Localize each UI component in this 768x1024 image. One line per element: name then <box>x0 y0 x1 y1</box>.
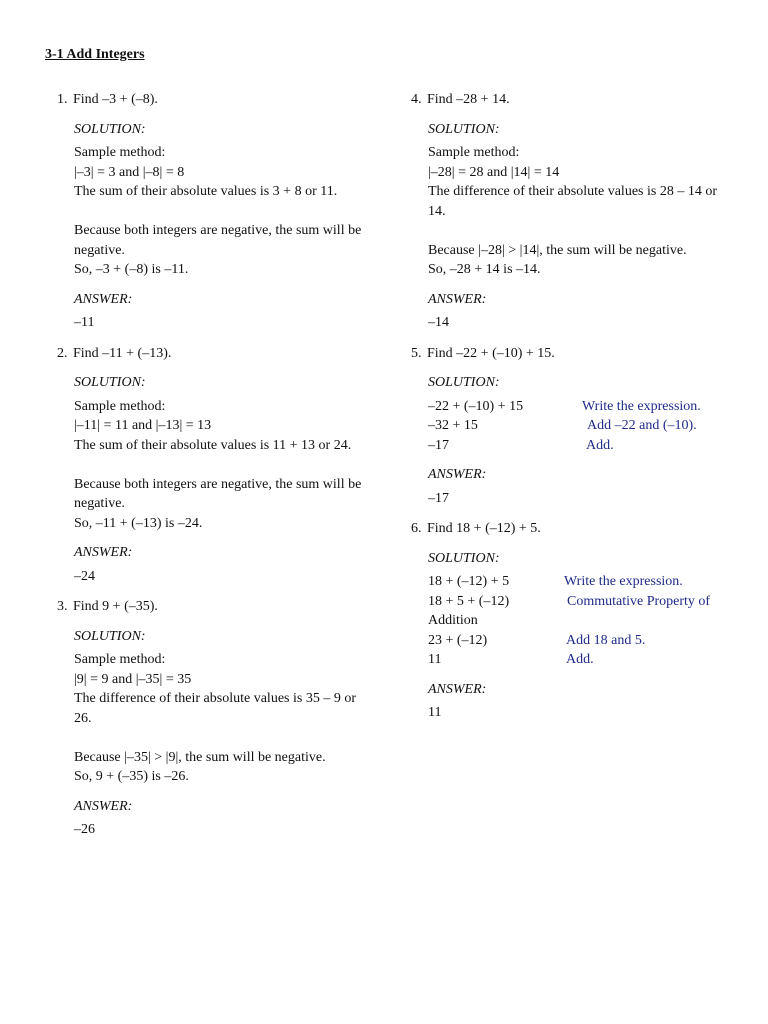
page-title: 3-1 Add Integers <box>45 47 145 62</box>
step-note: Write the expression. <box>564 574 683 589</box>
left-column <box>57 90 367 851</box>
sum-cont: 26. <box>74 710 92 726</box>
step-note: Add 18 and 5. <box>566 632 646 648</box>
solution-step <box>428 631 721 651</box>
problem-3 <box>57 597 367 840</box>
question-text: Find –3 + (–8). <box>73 92 158 107</box>
so-line: So, –28 + 14 is –14. <box>428 262 541 277</box>
question-text: Find –22 + (–10) + 15. <box>427 345 555 361</box>
so-line: So, 9 + (–35) is –26. <box>74 769 189 784</box>
problem-1 <box>57 90 367 333</box>
because-line: Because both integers are negative, the sum will be <box>74 476 362 492</box>
answer-label: ANSWER: <box>428 467 487 482</box>
solution-step <box>428 416 721 436</box>
because-line: Because both integers are negative, the sum will be <box>74 223 362 238</box>
step-note: Add –22 and (–10). <box>587 418 697 433</box>
answer-label: ANSWER: <box>74 798 133 814</box>
answer-label: ANSWER: <box>74 291 133 307</box>
question <box>57 90 367 110</box>
solution-label: SOLUTION: <box>74 628 146 644</box>
step-note: Write the expression. <box>582 398 701 414</box>
sum-line: The sum of their absolute values is 11 + 13 or 24. <box>74 437 352 453</box>
answer-value: –26 <box>74 822 95 837</box>
solution-label: SOLUTION: <box>74 121 146 137</box>
step-expression: Addition <box>428 613 478 628</box>
step-note: Commutative Property of <box>567 593 711 609</box>
solution-label: SOLUTION: <box>428 121 500 137</box>
answer-value: –24 <box>74 568 95 584</box>
sum-line: The difference of their absolute values is 28 – 14 or <box>428 184 717 199</box>
question <box>57 344 367 364</box>
problem-number: 3. <box>57 599 68 614</box>
sum-line: The sum of their absolute values is 3 + 8 or 11. <box>74 184 338 199</box>
answer-label: ANSWER: <box>74 545 133 560</box>
problem-2 <box>57 344 367 587</box>
answer-label: ANSWER: <box>428 681 487 697</box>
because-line: Because |–35| > |9|, the sum will be negative. <box>74 749 326 765</box>
question <box>411 519 721 539</box>
method-line: Sample method: <box>74 652 166 667</box>
question-text: Find –11 + (–13). <box>73 345 172 361</box>
solution-label: SOLUTION: <box>74 375 146 390</box>
step-expression: 11 <box>428 652 442 667</box>
problem-4 <box>411 90 721 333</box>
answer-value: –17 <box>428 490 449 506</box>
problem-number: 6. <box>411 521 422 536</box>
solution-label: SOLUTION: <box>428 550 500 566</box>
step-expression: –32 + 15 <box>428 418 478 433</box>
step-expression: 18 + 5 + (–12) <box>428 593 510 609</box>
step-expression: 23 + (–12) <box>428 632 488 648</box>
because-line: Because |–28| > |14|, the sum will be negative. <box>428 242 687 258</box>
answer-value: –14 <box>428 315 449 330</box>
abs-line: |–11| = 11 and |–13| = 13 <box>74 418 212 433</box>
problem-number: 5. <box>411 345 422 361</box>
abs-line: |–3| = 3 and |–8| = 8 <box>74 164 185 180</box>
method-line: Sample method: <box>74 145 166 160</box>
solution-label: SOLUTION: <box>428 375 500 390</box>
answer-value: 11 <box>428 705 442 720</box>
so-line: So, –3 + (–8) is –11. <box>74 262 189 277</box>
solution-step <box>428 572 721 592</box>
so-line: So, –11 + (–13) is –24. <box>74 515 203 531</box>
sum-line: The difference of their absolute values is 35 – 9 or <box>74 691 356 706</box>
step-expression: –22 + (–10) + 15 <box>428 398 524 414</box>
problem-number: 4. <box>411 92 422 107</box>
question <box>411 90 721 110</box>
question <box>57 597 367 617</box>
method-line: Sample method: <box>74 398 166 414</box>
problem-6 <box>411 519 721 723</box>
problem-5 <box>411 344 721 509</box>
step-expression: –17 <box>428 437 449 453</box>
problem-number: 1. <box>57 92 68 107</box>
step-note: Add. <box>586 437 614 453</box>
abs-line: |9| = 9 and |–35| = 35 <box>74 671 192 687</box>
question-text: Find 18 + (–12) + 5. <box>427 521 541 536</box>
question-text: Find –28 + 14. <box>427 92 510 107</box>
solution-step <box>428 650 721 670</box>
solution-step <box>428 611 721 631</box>
solution-step <box>428 436 721 456</box>
answer-label: ANSWER: <box>428 291 487 307</box>
because-cont: negative. <box>74 242 125 258</box>
abs-line: |–28| = 28 and |14| = 14 <box>428 164 560 180</box>
solution-step <box>428 592 721 612</box>
solution-step <box>428 397 721 417</box>
question-text: Find 9 + (–35). <box>73 599 158 614</box>
step-expression: 18 + (–12) + 5 <box>428 574 510 589</box>
because-cont: negative. <box>74 496 125 511</box>
method-line: Sample method: <box>428 145 520 160</box>
question <box>411 344 721 364</box>
answer-value: –11 <box>74 315 95 330</box>
sum-cont: 14. <box>428 203 446 219</box>
step-note: Add. <box>566 652 594 667</box>
right-column <box>411 90 721 734</box>
problem-number: 2. <box>57 345 68 361</box>
